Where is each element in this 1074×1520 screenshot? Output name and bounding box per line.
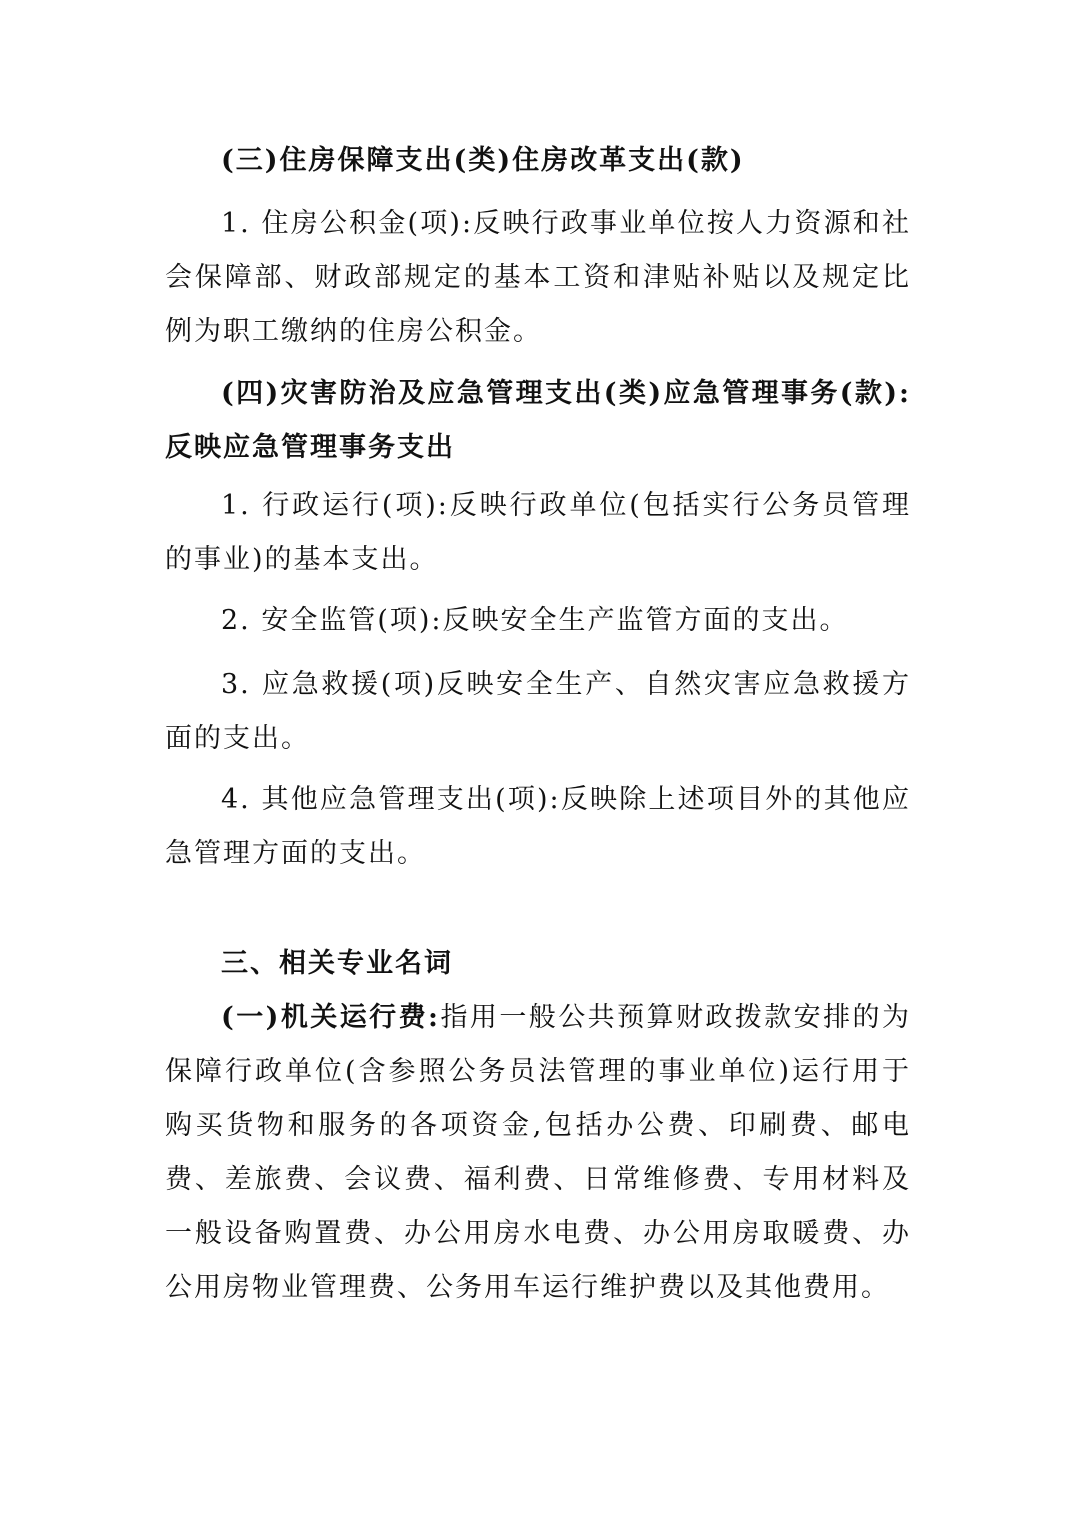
paragraph-operating-expenses [165, 991, 911, 1315]
paragraph-safety-supervision: 2. 安全监管(项):反映安全生产监管方面的支出。 [221, 605, 849, 636]
section-heading-emergency: (四)灾害防治及应急管理支出(类)应急管理事务(款):反映应急管理事务支出 [165, 378, 911, 463]
paragraph-emergency-rescue: 3. 应急救援(项)反映安全生产、自然灾害应急救援方面的支出。 [165, 669, 911, 754]
paragraph-other-emergency: 4. 其他应急管理支出(项):反映除上述项目外的其他应急管理方面的支出。 [165, 784, 911, 869]
paragraph-housing-fund: 1. 住房公积金(项):反映行政事业单位按人力资源和社会保障部、财政部规定的基本工资和津贴补贴以及规定比例为职工缴纳的住房公积金。 [165, 208, 911, 347]
part-heading-terms: 三、相关专业名词 [221, 948, 453, 979]
section-heading-housing: (三)住房保障支出(类)住房改革支出(款) [221, 145, 745, 176]
term-label-operating-expenses: (一)机关运行费: [221, 1002, 441, 1033]
term-text-operating-expenses: 指用一般公共预算财政拨款安排的为保障行政单位(含参照公务员法管理的事业单位)运行用于购买货物和服务的各项资金,包括办公费、印刷费、邮电费、差旅费、会议费、福利费、日常维修费、专用材料及一般设备购置费、办公用房水电费、办公用房取暖费、办公用房物业管理费、公务用车运行维护费以及其他费用。 [165, 1002, 911, 1303]
paragraph-admin-operation: 1. 行政运行(项):反映行政单位(包括实行公务员管理的事业)的基本支出。 [165, 490, 911, 575]
